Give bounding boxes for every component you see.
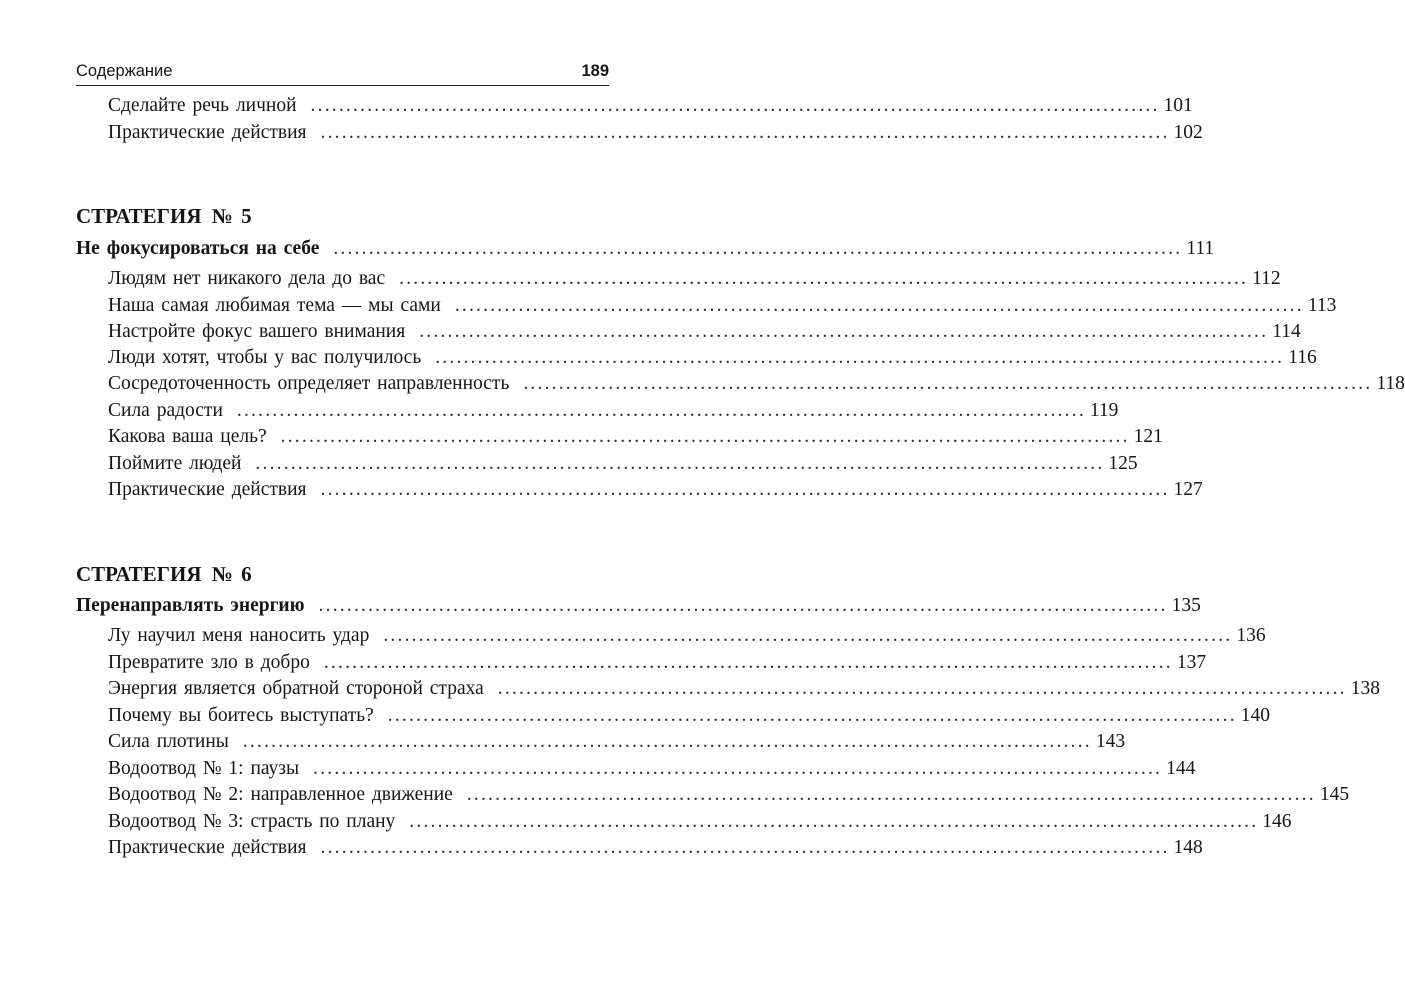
- toc-entry: [108, 120, 1203, 146]
- strategy-number: № 5: [211, 204, 252, 228]
- toc-entry-page: 125: [1108, 453, 1138, 474]
- toc-entry: [108, 650, 1207, 676]
- dot-leader: ........................................................................................................................: [466, 784, 1316, 805]
- toc-entry: [108, 809, 1292, 835]
- toc-entry-title: Водоотвод № 2: направленное движение: [108, 784, 453, 805]
- toc-entry: [108, 835, 1203, 861]
- toc-entry-title: Люди хотят, чтобы у вас получилось: [108, 347, 422, 368]
- toc-entry: [108, 345, 1317, 371]
- toc-entry: [108, 703, 1271, 729]
- toc-entry-page: 119: [1089, 400, 1119, 421]
- dot-leader: ........................................................................................................................: [310, 95, 1160, 116]
- toc-entry-title: Почему вы боитесь выступать?: [108, 705, 374, 726]
- toc-entry-title: Практические действия: [108, 837, 307, 858]
- strategy-label: СТРАТЕГИЯ: [76, 204, 202, 228]
- dot-leader: ........................................................................................................................: [454, 295, 1304, 316]
- toc-entry: [108, 477, 1203, 503]
- toc-entry-page: 118: [1376, 373, 1405, 394]
- toc-entry: [108, 93, 1193, 119]
- toc-entry-title: Людям нет никакого дела до вас: [108, 268, 386, 289]
- toc-entry: [108, 424, 1163, 450]
- dot-leader: ........................................................................................................................: [523, 373, 1373, 394]
- toc-entry-title: Сделайте речь личной: [108, 95, 297, 116]
- toc-entry-title: Лу научил меня наносить удар: [108, 625, 370, 646]
- toc-chapter-title: Перенаправлять энергию: [76, 595, 305, 616]
- toc-entry-title: Наша самая любимая тема — мы сами: [108, 295, 441, 316]
- strategy-heading: [76, 202, 252, 230]
- dot-leader: ........................................................................................................................: [333, 238, 1183, 259]
- toc-entry-page: 138: [1350, 678, 1380, 699]
- toc-entry-title: Практические действия: [108, 479, 307, 500]
- toc-entry: [108, 729, 1126, 755]
- toc-entry-page: 101: [1163, 95, 1193, 116]
- header-rule: [76, 85, 609, 86]
- toc-entry-page: 121: [1133, 426, 1163, 447]
- toc-entry-title: Сила плотины: [108, 731, 229, 752]
- dot-leader: ........................................................................................................................: [323, 652, 1173, 673]
- running-head-title: Содержание: [76, 62, 173, 80]
- toc-chapter-title: Не фокусироваться на себе: [76, 238, 320, 259]
- toc-entry-page: 116: [1288, 347, 1317, 368]
- toc-entry-page: 146: [1262, 811, 1292, 832]
- dot-leader: ........................................................................................................................: [320, 479, 1170, 500]
- strategy-label: СТРАТЕГИЯ: [76, 562, 202, 586]
- strategy-number: № 6: [211, 562, 252, 586]
- book-page: [76, 0, 1405, 1000]
- dot-leader: ........................................................................................................................: [320, 122, 1170, 143]
- running-head: [76, 60, 609, 84]
- toc-entry-title: Превратите зло в добро: [108, 652, 310, 673]
- toc-entry: [108, 371, 1405, 397]
- dot-leader: ........................................................................................................................: [409, 811, 1259, 832]
- toc-entry-page: 144: [1166, 758, 1196, 779]
- toc-entry-page: 114: [1272, 321, 1301, 342]
- toc-entry-page: 127: [1173, 479, 1203, 500]
- dot-leader: ........................................................................................................................: [318, 595, 1168, 616]
- running-head-page-number: 189: [581, 62, 609, 80]
- dot-leader: ........................................................................................................................: [383, 625, 1233, 646]
- toc-chapter-page: 111: [1186, 238, 1215, 259]
- toc-entry: [108, 293, 1337, 319]
- toc-entry-page: 113: [1307, 295, 1337, 316]
- dot-leader: ........................................................................................................................: [242, 731, 1092, 752]
- toc-entry: [108, 676, 1380, 702]
- toc-entry-page: 143: [1095, 731, 1126, 752]
- dot-leader: ........................................................................................................................: [255, 453, 1105, 474]
- dot-leader: ........................................................................................................................: [387, 705, 1237, 726]
- toc-entry: [108, 398, 1119, 424]
- toc-entry-page: 137: [1176, 652, 1207, 673]
- toc-chapter: [76, 236, 1215, 262]
- toc-entry-title: Практические действия: [108, 122, 307, 143]
- toc-entry-page: 145: [1319, 784, 1350, 805]
- strategy-heading: [76, 560, 252, 588]
- toc-entry-title: Энергия является обратной стороной страха: [108, 678, 484, 699]
- toc-entry-title: Настройте фокус вашего внимания: [108, 321, 406, 342]
- toc-entry: [108, 756, 1196, 782]
- toc-entry: [108, 623, 1266, 649]
- dot-leader: ........................................................................................................................: [280, 426, 1130, 447]
- toc-entry-title: Водоотвод № 1: паузы: [108, 758, 300, 779]
- toc-entry-title: Сосредоточенность определяет направленность: [108, 373, 510, 394]
- toc-entry: [108, 782, 1350, 808]
- dot-leader: ........................................................................................................................: [320, 837, 1170, 858]
- toc-chapter-page: 135: [1171, 595, 1201, 616]
- toc-entry-title: Поймите людей: [108, 453, 242, 474]
- toc-entry: [108, 319, 1301, 345]
- dot-leader: ........................................................................................................................: [236, 400, 1086, 421]
- dot-leader: ........................................................................................................................: [435, 347, 1285, 368]
- dot-leader: ........................................................................................................................: [419, 321, 1269, 342]
- toc-entry-page: 148: [1173, 837, 1203, 858]
- toc-entry-title: Сила радости: [108, 400, 223, 421]
- toc-entry-page: 136: [1236, 625, 1266, 646]
- toc-entry: [108, 266, 1281, 292]
- toc-entry-page: 102: [1173, 122, 1203, 143]
- toc-entry-page: 112: [1252, 268, 1281, 289]
- dot-leader: ........................................................................................................................: [399, 268, 1249, 289]
- toc-entry-title: Водоотвод № 3: страсть по плану: [108, 811, 396, 832]
- dot-leader: ........................................................................................................................: [313, 758, 1163, 779]
- toc-entry-page: 140: [1240, 705, 1271, 726]
- toc-chapter: [76, 593, 1201, 619]
- toc-entry-title: Какова ваша цель?: [108, 426, 267, 447]
- toc-entry: [108, 451, 1138, 477]
- dot-leader: ........................................................................................................................: [497, 678, 1347, 699]
